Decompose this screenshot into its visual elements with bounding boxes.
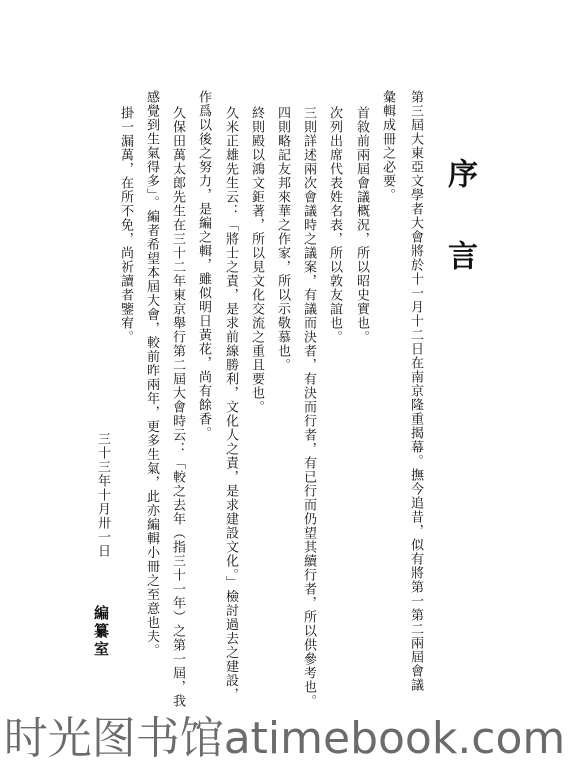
site-watermark: 时光图书馆atimebook.com <box>3 713 566 764</box>
paragraph-9: 掛一漏萬，在所不免，尚祈讀者鑒宥。 <box>118 106 133 344</box>
page-title: 序言 <box>442 158 477 322</box>
paragraph-4: 三則詳述兩次會議時之議案，有議而決者，有決而行者，有已行而仍望其續行者，所以供參考也。 <box>301 106 316 708</box>
paragraph-2: 首敘前兩屆會議概況，所以昭史實也。 <box>354 106 369 344</box>
paragraph-1: 第三屆大東亞文學者大會將於十一月十二日在南京隆重揭幕。撫今追昔，似有將第一第二兩屆會議 <box>408 90 423 692</box>
paragraph-8-continued: 感覺到生氣得多」。編者希望本屆大會，較前昨兩年，更多生氣，此亦編輯小冊之至意也夫。 <box>144 90 159 658</box>
author-line: 編纂室 <box>92 605 110 659</box>
paragraph-7-continued: 作爲以後之努力，是編之輯，雖似明日黃花，尚有餘香。 <box>196 90 211 440</box>
paragraph-1-continued: 彙輯成冊之必要。 <box>380 90 395 202</box>
paragraph-8: 久保田萬太郎先生在三十二年東京舉行第二屆大會時云：「較之去年（指三十一年）之第一屆，我 <box>170 106 185 708</box>
paragraph-5: 四則略記友邦來華之作家，所以示敬慕也。 <box>275 106 290 372</box>
paragraph-3: 次列出席代表姓名表，所以敦友誼也。 <box>327 106 342 344</box>
paragraph-7: 久米正雄先生云：「將士之責，是求前線勝利，文化人之責，是求建設文化。」檢討過去之建設， <box>223 106 238 702</box>
paragraph-6: 終則殿以鴻文鉅著，所以見文化交流之重且要也。 <box>249 106 264 414</box>
date-line: 三十三年十月卅一日 <box>95 432 110 558</box>
